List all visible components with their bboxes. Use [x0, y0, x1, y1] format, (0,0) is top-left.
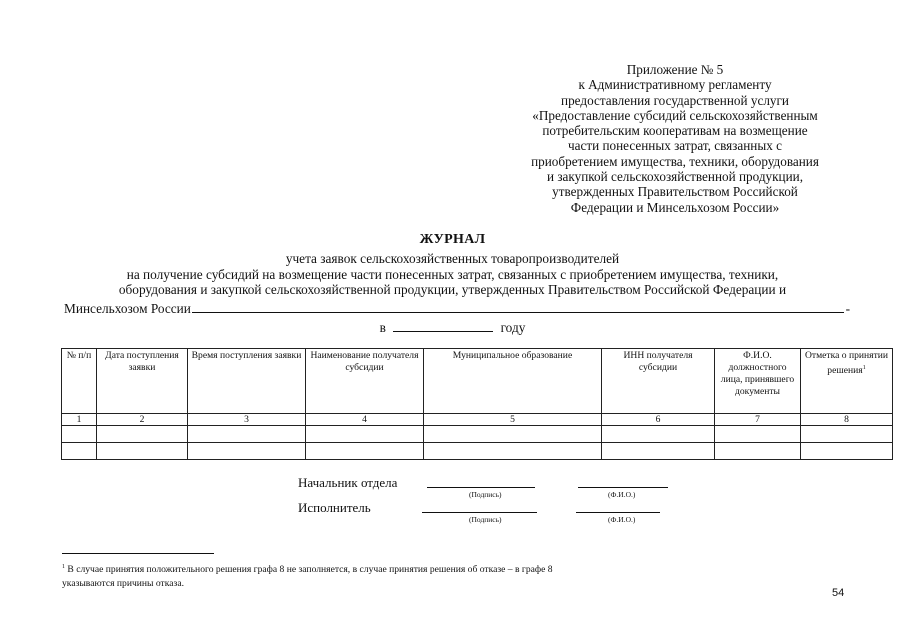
- journal-table: [61, 348, 893, 460]
- header-cell-text: Отметка о принятии решения: [804, 350, 889, 377]
- table-cell: [188, 443, 306, 460]
- footnote-mark: 1: [62, 564, 65, 570]
- table-header-row: [62, 349, 893, 414]
- header-cell: № п/п: [62, 349, 97, 414]
- table-cell: [801, 426, 893, 443]
- ministry-text: Минсельхозом России: [64, 301, 191, 316]
- ministry-line: [64, 301, 850, 317]
- table-cell: [62, 426, 97, 443]
- table-cell: [306, 443, 424, 460]
- table-cell: [602, 426, 715, 443]
- head-signature-line: [427, 487, 535, 488]
- head-signature-caption: (Подпись): [469, 490, 502, 499]
- annex-line: «Предоставление субсидий сельскохозяйственным: [532, 107, 818, 123]
- header-cell: Дата поступления заявки: [97, 349, 188, 414]
- footnote-line: указываются причины отказа.: [62, 578, 184, 590]
- annex-line: приобретением имущества, техники, оборудования: [531, 153, 819, 169]
- annex-line: утвержденных Правительством Российской: [552, 184, 798, 200]
- table-cell: [97, 443, 188, 460]
- year-blank: [393, 320, 493, 332]
- table-cell: [62, 443, 97, 460]
- journal-title: ЖУРНАЛ: [419, 232, 486, 247]
- table-cell: [424, 426, 602, 443]
- executor-fio-line: [576, 512, 660, 513]
- subtitle-line: на получение субсидий на возмещение части понесенных затрат, связанных с приобретением имущества, техники,: [126, 266, 779, 282]
- table-cell: [97, 426, 188, 443]
- executor-fio-caption: (Ф.И.О.): [608, 515, 636, 524]
- column-number: 7: [715, 414, 801, 426]
- column-number: 6: [602, 414, 715, 426]
- footnote-separator: [62, 553, 214, 554]
- header-cell: Время поступления заявки: [188, 349, 306, 414]
- subtitle-line: оборудования и закупкой сельскохозяйственной продукции, утвержденных Правительством Российской Федерации и: [118, 282, 787, 298]
- column-number-row: [62, 414, 893, 426]
- executor-label: Исполнитель: [298, 500, 371, 515]
- line-end-dash: -: [845, 301, 850, 316]
- executor-signature-caption: (Подпись): [469, 515, 502, 524]
- annex-line: к Административному регламенту: [578, 77, 772, 93]
- footnote: [62, 560, 553, 591]
- header-cell-decision: [801, 349, 893, 414]
- column-number: 4: [306, 414, 424, 426]
- subtitle-line: учета заявок сельскохозяйственных товаропроизводителей: [285, 251, 620, 266]
- table-cell: [424, 443, 602, 460]
- year-prefix: в: [379, 320, 386, 335]
- year-line: [0, 320, 905, 336]
- column-number: 3: [188, 414, 306, 426]
- executor-signature-line: [422, 512, 537, 513]
- column-number: 5: [424, 414, 602, 426]
- head-fio-line: [578, 487, 668, 488]
- table-cell: [715, 426, 801, 443]
- header-cell: Ф.И.О. должностного лица, принявшего документы: [715, 349, 801, 414]
- head-of-department-label: Начальник отдела: [298, 475, 398, 490]
- table-cell: [801, 443, 893, 460]
- page-number: 54: [832, 587, 845, 599]
- column-number: 2: [97, 414, 188, 426]
- table-cell: [715, 443, 801, 460]
- annex-line: Федерации и Минсельхозом России»: [570, 199, 780, 215]
- annex-line: потребительским кооперативам на возмещение: [542, 123, 808, 139]
- header-cell: ИНН получателя субсидии: [602, 349, 715, 414]
- table-cell: [188, 426, 306, 443]
- table-cell: [306, 426, 424, 443]
- blank-fill-line: [192, 301, 844, 313]
- table-row: [62, 443, 893, 460]
- head-fio-caption: (Ф.И.О.): [608, 490, 636, 499]
- annex-line: Приложение № 5: [626, 62, 724, 77]
- footnote-line: В случае принятия положительного решения графа 8 не заполняется, в случае принятия решения об отказе – в графе 8: [67, 564, 553, 576]
- table-row: [62, 426, 893, 443]
- header-cell: Наименование получателя субсидии: [306, 349, 424, 414]
- column-number: 1: [62, 414, 97, 426]
- annex-block: [500, 62, 850, 215]
- year-suffix: году: [500, 320, 526, 335]
- table-cell: [602, 443, 715, 460]
- footnote-ref: 1: [862, 365, 866, 371]
- header-cell: Муниципальное образование: [424, 349, 602, 414]
- annex-line: части понесенных затрат, связанных с: [568, 138, 782, 154]
- journal-subtitle: [0, 251, 905, 298]
- column-number: 8: [801, 414, 893, 426]
- annex-line: и закупкой сельскохозяйственной продукции,: [546, 169, 804, 185]
- annex-line: предоставления государственной услуги: [561, 92, 789, 108]
